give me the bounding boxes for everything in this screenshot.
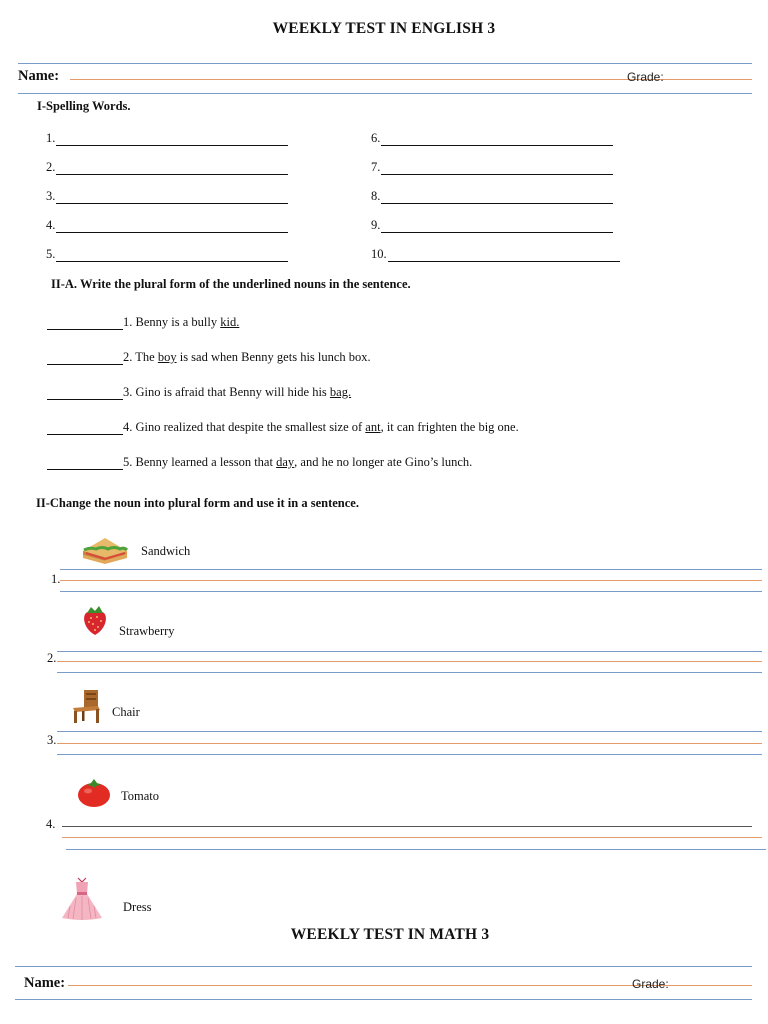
item-number: 3.: [46, 189, 56, 203]
rule-line: [15, 966, 752, 967]
noun-label-chair: Chair: [112, 705, 140, 719]
spelling-item-4[interactable]: [46, 218, 288, 233]
spelling-item-9[interactable]: [371, 218, 613, 233]
rule-line: [60, 569, 762, 570]
noun-label-dress: Dress: [123, 900, 152, 914]
noun-section-heading: II-Change the noun into plural form and use it in a sentence.: [36, 496, 359, 510]
plural-item-3: 3. Gino is afraid that Benny will hide his bag.: [47, 385, 351, 400]
answer-line[interactable]: [381, 220, 613, 233]
underlined-noun: kid.: [220, 315, 240, 329]
strawberry-icon: [80, 603, 110, 637]
item-number: 9.: [371, 218, 381, 232]
rule-line: [18, 93, 752, 94]
noun-label-sandwich: Sandwich: [141, 544, 191, 558]
spelling-item-10[interactable]: [371, 247, 620, 262]
rule-line: [18, 63, 752, 64]
item-number: 2.: [46, 160, 56, 174]
noun-label-strawberry: Strawberry: [119, 624, 175, 638]
answer-blank[interactable]: [47, 457, 123, 470]
rule-line: [62, 837, 762, 838]
underlined-noun: boy: [157, 350, 177, 364]
english-test-title: WEEKLY TEST IN ENGLISH 3: [272, 20, 496, 37]
answer-line[interactable]: [381, 191, 613, 204]
answer-line[interactable]: [381, 162, 613, 175]
item-number: 7.: [371, 160, 381, 174]
answer-line[interactable]: [56, 220, 288, 233]
spelling-item-8[interactable]: [371, 189, 613, 204]
grade-label: Grade:: [627, 70, 664, 84]
spelling-item-2[interactable]: [46, 160, 288, 175]
noun-label-tomato: Tomato: [121, 789, 160, 803]
spelling-heading: I-Spelling Words.: [37, 99, 131, 113]
rule-line: [57, 731, 762, 732]
answer-line[interactable]: [57, 743, 762, 744]
item-number: 1.: [51, 572, 61, 586]
math-grade-label: Grade:: [632, 977, 669, 991]
answer-blank[interactable]: [47, 352, 123, 365]
item-number: 5.: [46, 247, 56, 261]
answer-line[interactable]: [381, 133, 613, 146]
answer-blank[interactable]: [47, 317, 123, 330]
item-number: 2.: [47, 651, 57, 665]
answer-line[interactable]: [56, 191, 288, 204]
answer-line[interactable]: [56, 133, 288, 146]
underlined-noun: day: [276, 455, 295, 469]
item-number: 8.: [371, 189, 381, 203]
rule-line: [60, 591, 762, 592]
underlined-noun: bag.: [329, 385, 352, 399]
spelling-item-5[interactable]: [46, 247, 288, 262]
answer-line[interactable]: [56, 162, 288, 175]
item-number: 1.: [46, 131, 56, 145]
plural-item-4: 4. Gino realized that despite the smallest size of ant , it can frighten the big one.: [47, 420, 519, 435]
rule-line: [57, 651, 762, 652]
item-number: 10.: [371, 247, 387, 261]
answer-line[interactable]: [62, 826, 752, 827]
math-name-label: Name:: [24, 975, 66, 991]
plural-item-2: 2. The boy is sad when Benny gets his lunch box.: [47, 350, 371, 365]
spelling-item-7[interactable]: [371, 160, 613, 175]
rule-line: [57, 672, 762, 673]
answer-line[interactable]: [57, 661, 762, 662]
spelling-item-3[interactable]: [46, 189, 288, 204]
plural-heading: II-A. Write the plural form of the underlined nouns in the sentence.: [51, 277, 411, 291]
name-label: Name:: [18, 68, 60, 84]
sandwich-icon: [80, 535, 130, 565]
math-test-title: WEEKLY TEST IN MATH 3: [290, 926, 490, 943]
chair-icon: [70, 688, 102, 724]
answer-line[interactable]: [56, 249, 288, 262]
plural-item-1: 1. Benny is a bully kid.: [47, 315, 239, 330]
tomato-icon: [77, 777, 111, 809]
answer-blank[interactable]: [47, 387, 123, 400]
rule-line: [57, 754, 762, 755]
answer-line[interactable]: [60, 580, 762, 581]
rule-line: [15, 999, 752, 1000]
item-number: 4.: [46, 817, 56, 831]
dress-icon: [60, 876, 104, 922]
answer-blank[interactable]: [47, 422, 123, 435]
spelling-item-1[interactable]: [46, 131, 288, 146]
answer-line[interactable]: [388, 249, 620, 262]
item-number: 3.: [47, 733, 57, 747]
underlined-noun: ant: [365, 420, 381, 434]
rule-line: [66, 849, 766, 850]
spelling-item-6[interactable]: [371, 131, 613, 146]
item-number: 4.: [46, 218, 56, 232]
plural-item-5: 5. Benny learned a lesson that day , and he no longer ate Gino’s lunch.: [47, 455, 472, 470]
item-number: 6.: [371, 131, 381, 145]
